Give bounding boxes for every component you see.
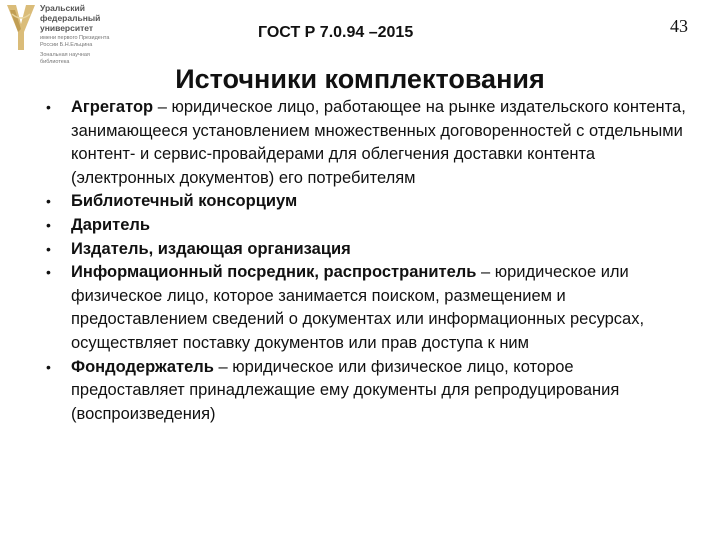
list-item (0, 96, 720, 190)
bullet-icon: • (46, 240, 51, 257)
list-item (0, 214, 720, 238)
list-item (0, 261, 720, 355)
term: Издатель, издающая организация (71, 239, 351, 258)
university-logo (4, 2, 134, 68)
bullet-icon: • (46, 216, 51, 233)
sources-list (0, 96, 720, 426)
term: Даритель (71, 215, 151, 234)
logo-university-name: Уральский федеральный университет (40, 3, 101, 33)
definition: – юридическое или физическое лицо, которое занимается поиском, размещением и предоставлением сведений о документах или информационных ресурсах, осуществляет поставку документов или прав доступа к ним (71, 263, 645, 352)
list-item (0, 356, 720, 427)
bullet-icon: • (46, 99, 51, 115)
logo-library-name: Зональная научная библиотека (40, 52, 90, 65)
logo-subtitle: имени первого Президента России Б.Н.Ельцина (40, 35, 110, 48)
bullet-icon: • (46, 358, 51, 375)
page-number: 43 (670, 16, 688, 36)
term: Библиотечный консорциум (71, 192, 298, 211)
standard-label: ГОСТ Р 7.0.94 –2015 (258, 24, 414, 41)
term: Агрегатор (71, 98, 154, 116)
bullet-icon: • (46, 193, 51, 210)
term: Информационный посредник, распространитель (71, 263, 477, 282)
definition: – юридическое лицо, работающее на рынке издательского контента, занимающееся установлением множественных договоренностей с отдельными контент- и сервис-провайдерами для облегчения доставки контента (электронных документов) его потребителям (71, 98, 686, 187)
list-item (0, 238, 720, 262)
list-item (0, 190, 720, 214)
slide-title: Источники комплектования (175, 64, 545, 94)
bullet-icon: • (46, 264, 51, 281)
term: Фондодержатель (71, 357, 214, 376)
university-emblem-icon (4, 2, 38, 54)
definition: – юридическое или физическое лицо, которое предоставляет принадлежащие ему документы для репродуцирования (воспроизведения) (71, 357, 620, 423)
